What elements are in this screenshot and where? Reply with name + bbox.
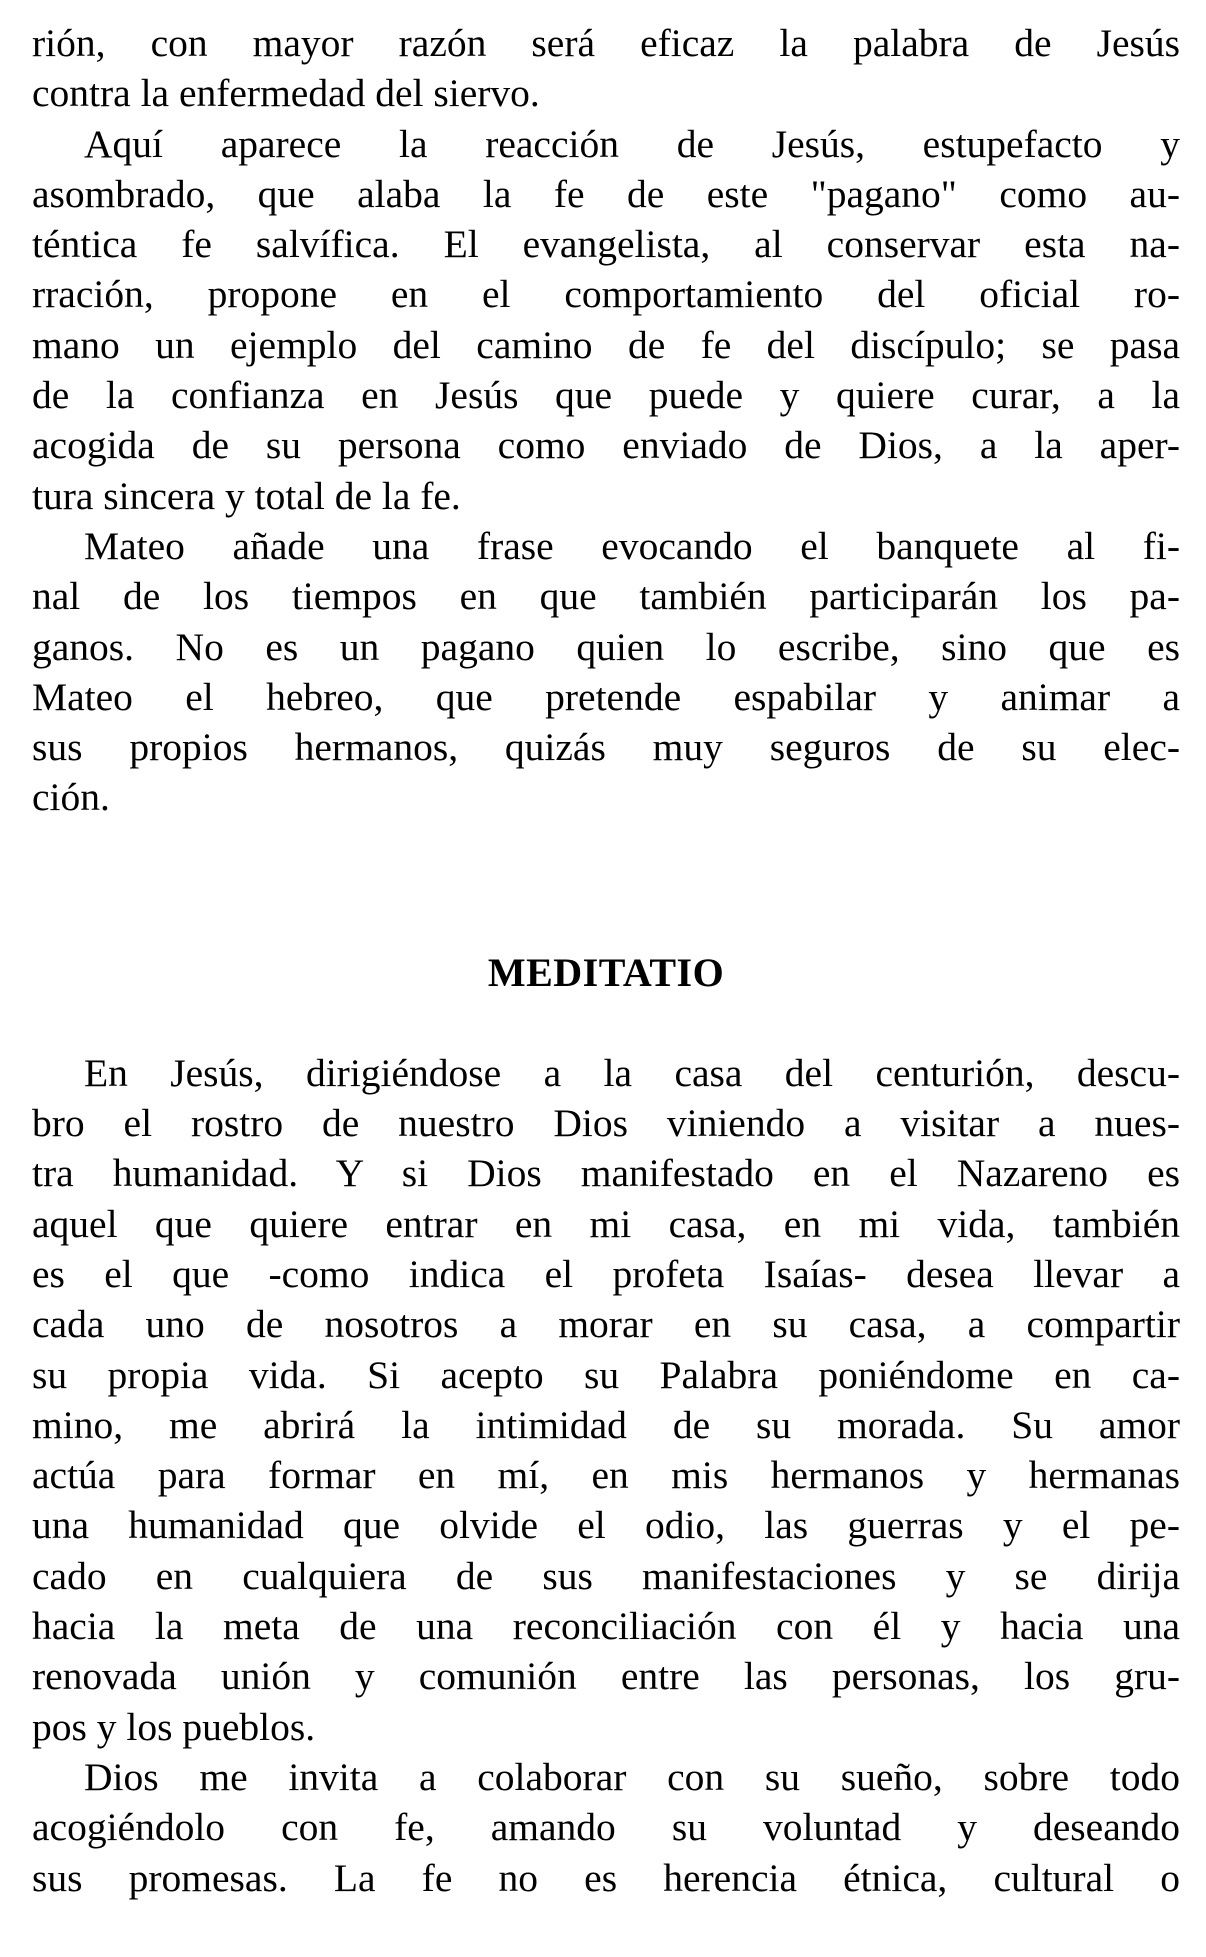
text-line: una humanidad que olvide el odio, las guerras y el pe- — [32, 1503, 1180, 1548]
text-line: tra humanidad. Y si Dios manifestado en el Nazareno es — [32, 1151, 1180, 1196]
text-line: nal de los tiempos en que también participarán los pa- — [32, 574, 1180, 619]
text-line: bro el rostro de nuestro Dios viniendo a visitar a nues- — [32, 1101, 1180, 1146]
text-line: sus propios hermanos, quizás muy seguros de su elec- — [32, 725, 1180, 770]
paragraph-banquet — [32, 521, 1180, 823]
text-line: rión, con mayor razón será eficaz la palabra de Jesús — [32, 21, 1180, 65]
text-line: asombrado, que alaba la fe de este "pagano" como au- — [32, 171, 1180, 216]
text-line: su propia vida. Si acepto su Palabra poniéndome en ca- — [32, 1352, 1180, 1397]
section-heading: MEDITATIO — [487, 949, 725, 995]
text-line: cado en cualquiera de sus manifestaciones y se dirija — [32, 1553, 1180, 1598]
text-line: sus promesas. La fe no es herencia étnica, cultural o — [32, 1855, 1180, 1900]
text-line: aquel que quiere entrar en mi casa, en mi vida, también — [32, 1201, 1180, 1246]
text-line: En Jesús, dirigiéndose a la casa del centurión, descu- — [84, 1050, 1180, 1095]
text-line: tura sincera y total de la fe. — [32, 473, 461, 518]
text-line: renovada unión y comunión entre las personas, los gru- — [32, 1654, 1180, 1699]
text-line: Dios me invita a colaborar con su sueño, sobre todo — [84, 1754, 1180, 1799]
text-line: hacia la meta de una reconciliación con él y hacia una — [32, 1604, 1180, 1649]
text-line: pos y los pueblos. — [32, 1704, 316, 1749]
text-line: actúa para formar en mí, en mis hermanos y hermanas — [32, 1453, 1180, 1498]
text-line: es el que -como indica el profeta Isaías- desea llevar a — [32, 1251, 1180, 1296]
text-line: mino, me abrirá la intimidad de su morada. Su amor — [32, 1402, 1180, 1447]
text-line: Mateo añade una frase evocando el banquete al fi- — [84, 523, 1180, 568]
text-line: cada uno de nosotros a morar en su casa, a compartir — [32, 1302, 1180, 1347]
text-line: mano un ejemplo del camino de fe del discípulo; se pasa — [32, 322, 1180, 367]
paragraph-continuation — [32, 18, 1180, 119]
text-line: ción. — [32, 775, 110, 820]
text-line: de la confianza en Jesús que puede y quiere curar, a la — [32, 373, 1180, 418]
text-line: Aquí aparece la reacción de Jesús, estupefacto y — [84, 121, 1180, 166]
text-line: contra la enfermedad del siervo. — [32, 71, 540, 116]
text-line: Mateo el hebreo, que pretende espabilar y animar a — [32, 674, 1180, 719]
paragraph-meditatio-1 — [32, 1048, 1180, 1752]
text-line: ganos. No es un pagano quien lo escribe, sino que es — [32, 624, 1180, 669]
text-line: téntica fe salvífica. El evangelista, al conservar esta na- — [32, 222, 1180, 267]
text-line: acogiéndolo con fe, amando su voluntad y deseando — [32, 1805, 1180, 1850]
book-page — [32, 18, 1180, 1903]
paragraph-reaction — [32, 119, 1180, 521]
text-line: acogida de su persona como enviado de Dios, a la aper- — [32, 423, 1180, 468]
paragraph-meditatio-2 — [32, 1752, 1180, 1903]
text-line: rración, propone en el comportamiento del oficial ro- — [32, 272, 1180, 317]
